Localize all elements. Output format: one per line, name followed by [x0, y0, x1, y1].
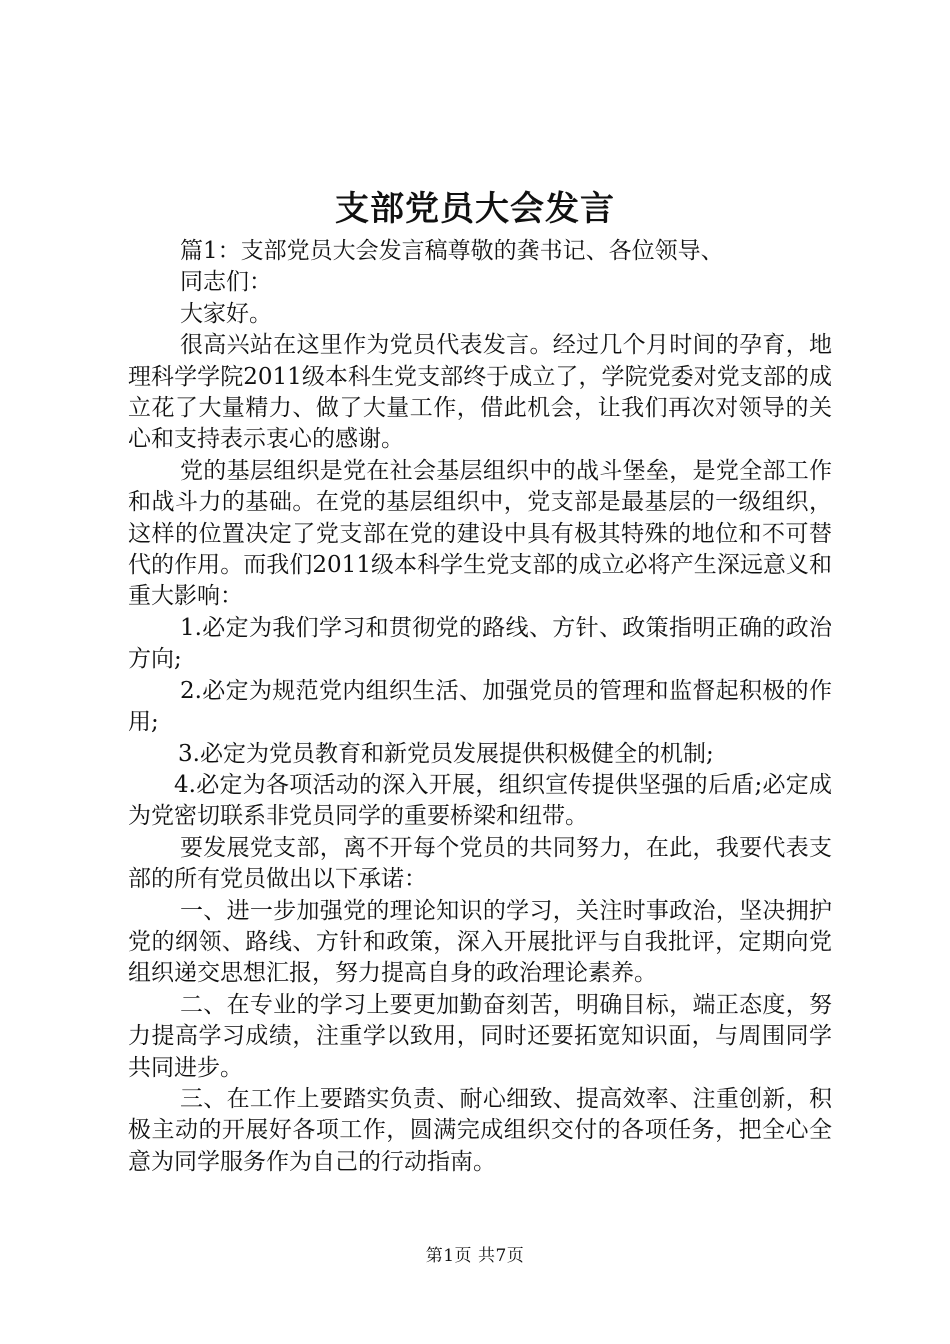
list-item-4: 4.必定为各项活动的深入开展，组织宣传提供坚强的后盾;必定成为党密切联系非党员同学的重要桥梁和纽带。 — [128, 771, 832, 830]
paragraph-greeting: 大家好。 — [180, 300, 272, 327]
document-title: 支部党员大会发言 — [335, 189, 615, 229]
pledge-item-1: 一、进一步加强党的理论知识的学习，关注时事政治，坚决拥护党的纲领、路线、方针和政策，深入开展批评与自我批评，定期向党组织递交思想汇报，努力提高自身的政治理论素养。 — [128, 897, 832, 987]
paragraph-opening: 篇1：支部党员大会发言稿尊敬的龚书记、各位领导、 — [180, 238, 724, 264]
paragraph-significance: 党的基层组织是党在社会基层组织中的战斗堡垒，是党全部工作和战斗力的基础。在党的基层组织中，党支部是最基层的一级组织，这样的位置决定了党支部在党的建设中具有极其特殊的地位和不可替代的作用。而我们2011级本科学生党支部的成立必将产生深远意义和重大影响： — [128, 457, 832, 610]
paragraph-commitment: 要发展党支部，离不开每个党员的共同努力，在此，我要代表支部的所有党员做出以下承诺： — [128, 834, 832, 893]
pledge-item-2: 二、在专业的学习上要更加勤奋刻苦，明确目标，端正态度，努力提高学习成绩，注重学以致用，同时还要拓宽知识面，与周围同学共同进步。 — [128, 991, 832, 1081]
list-item-2: 2.必定为规范党内组织生活、加强党员的管理和监督起积极的作用; — [128, 677, 832, 736]
list-item-3: 3.必定为党员教育和新党员发展提供积极健全的机制; — [178, 740, 714, 767]
document-body — [128, 236, 832, 1178]
page-footer: 第1页 共7页 — [425, 1246, 525, 1266]
pledge-item-3: 三、在工作上要踏实负责、耐心细致、提高效率、注重创新，积极主动的开展好各项工作，圆满完成组织交付的各项任务，把全心全意为同学服务作为自己的行动指南。 — [128, 1085, 832, 1175]
paragraph-intro: 很高兴站在这里作为党员代表发言。经过几个月时间的孕育，地理科学学院2011级本科生党支部终于成立了，学院党委对党支部的成立花了大量精力、做了大量工作，借此机会，让我们再次对领导的关心和支持表示衷心的感谢。 — [128, 332, 832, 453]
paragraph-salutation: 同志们： — [180, 269, 272, 296]
list-item-1: 1.必定为我们学习和贯彻党的路线、方针、政策指明正确的政治方向; — [128, 614, 832, 673]
